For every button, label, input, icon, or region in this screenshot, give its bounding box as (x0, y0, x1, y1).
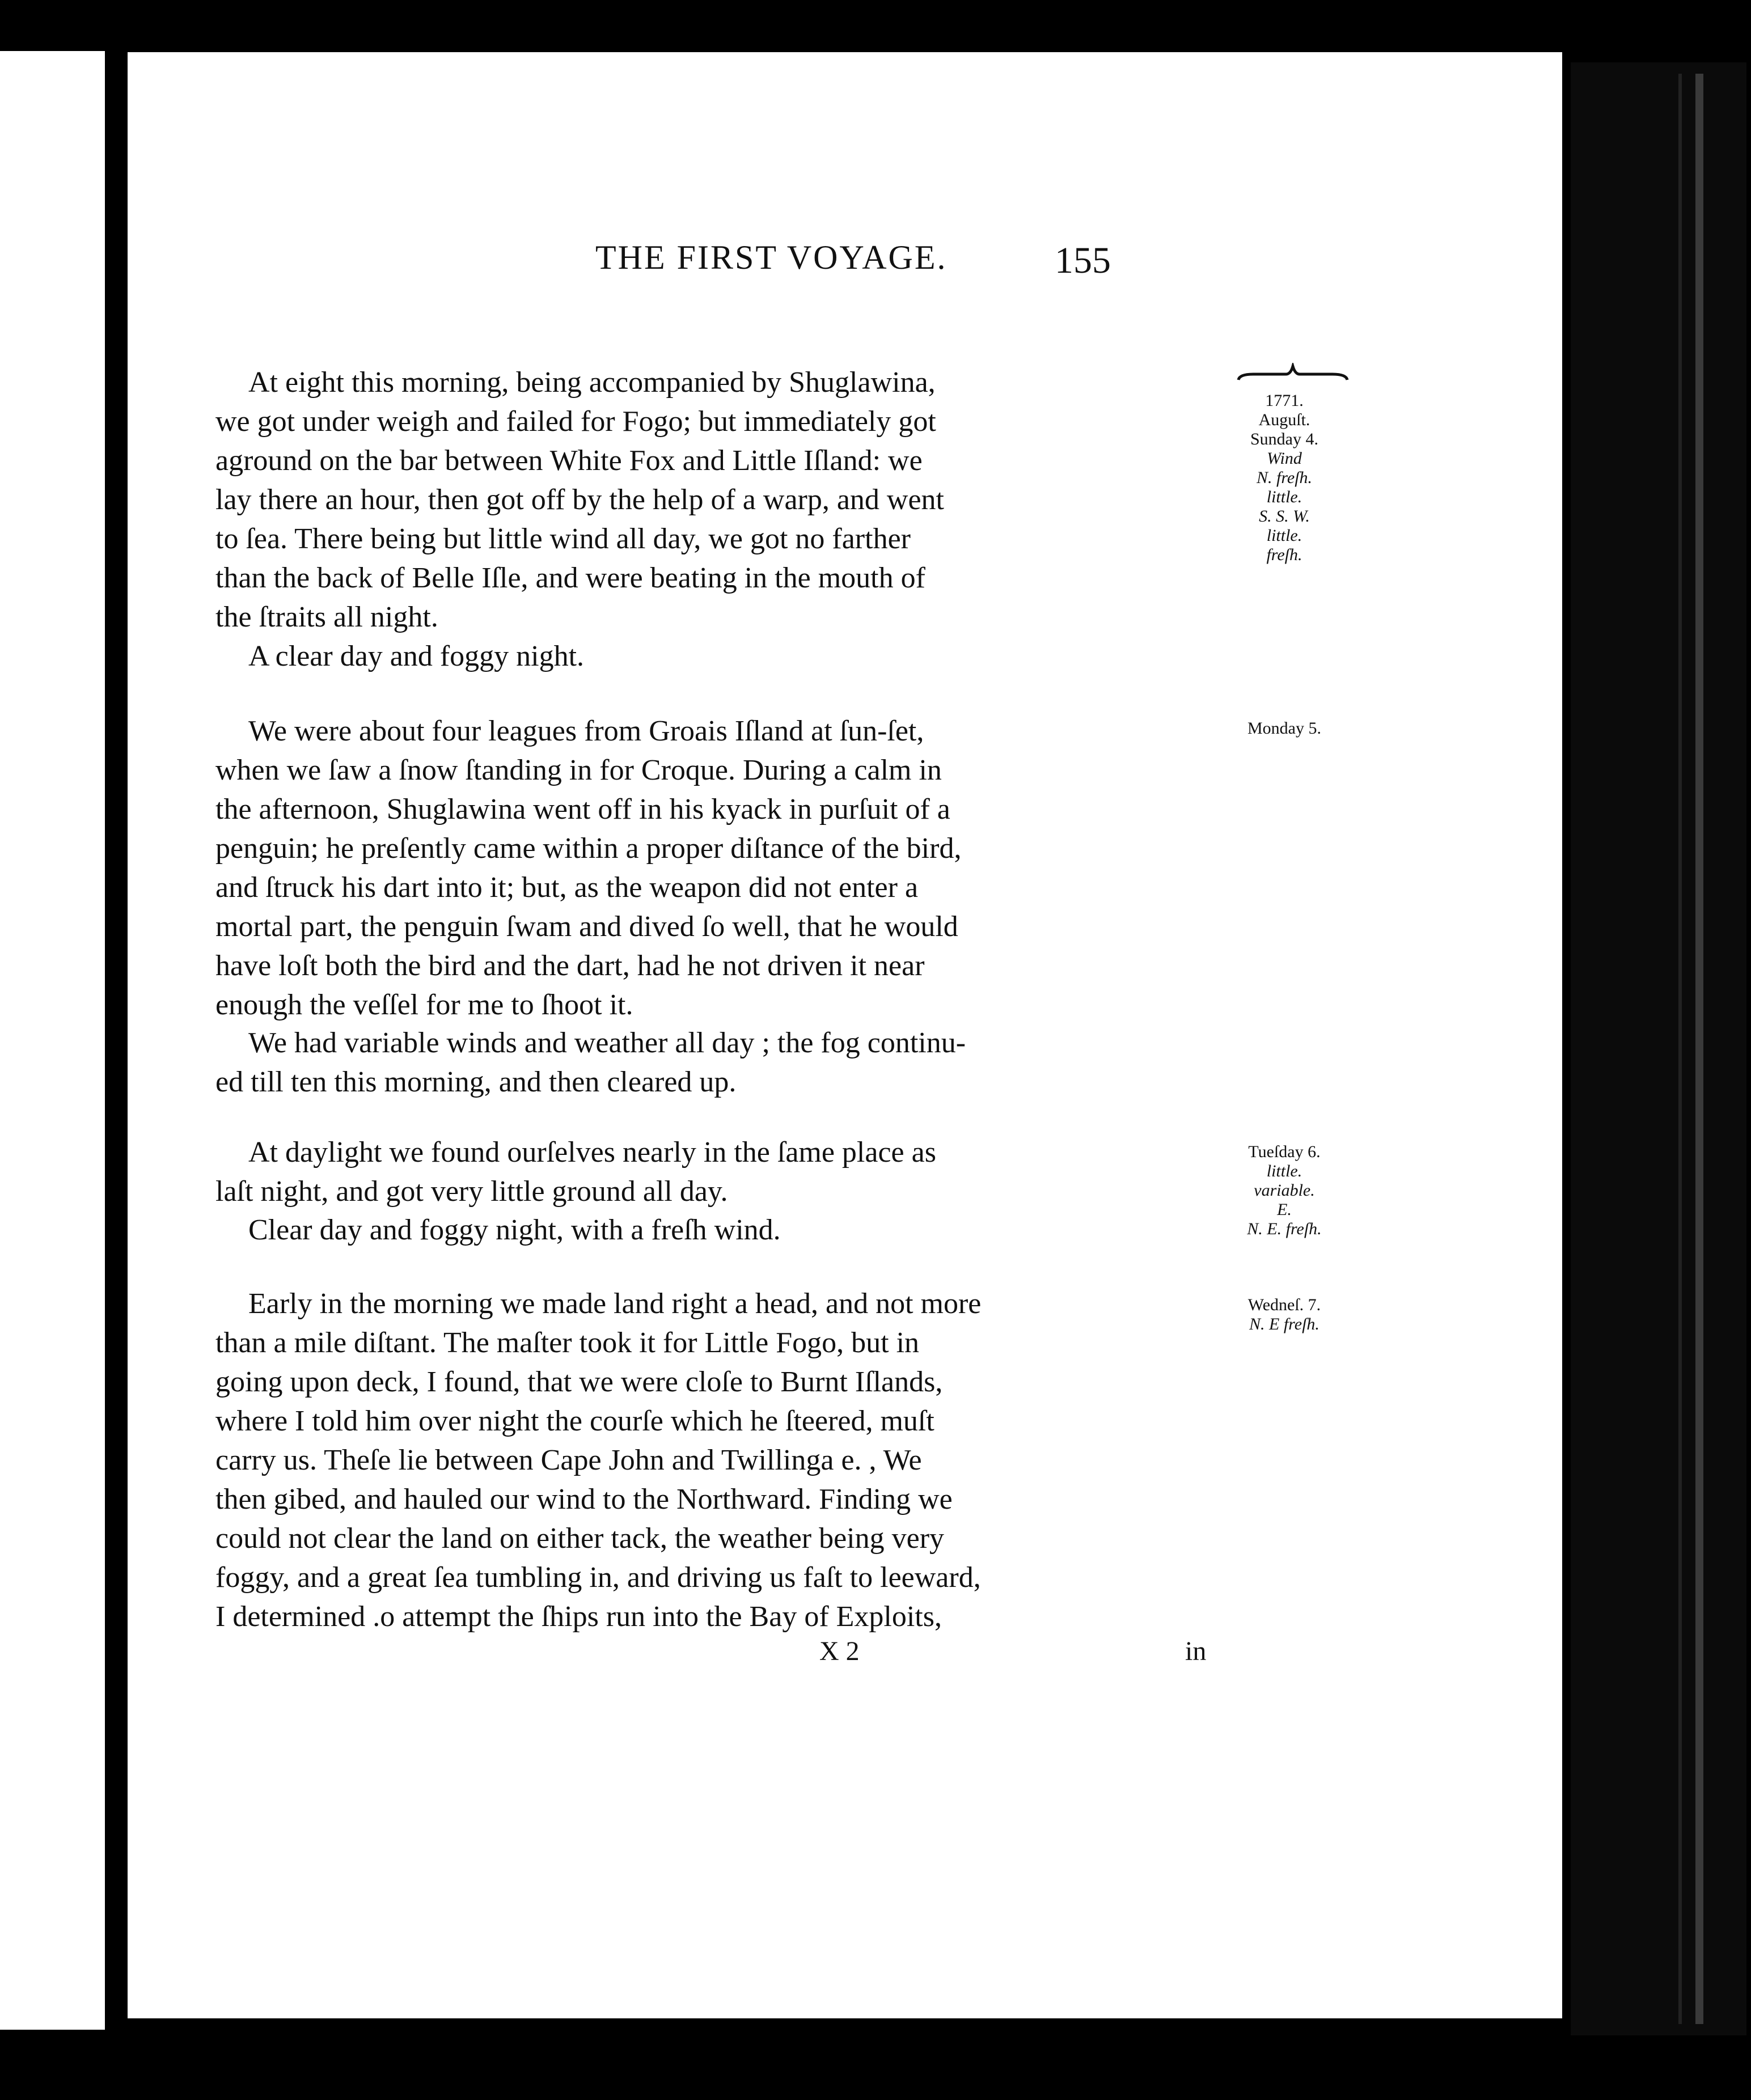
margin-day: Sunday 4. (1250, 430, 1318, 448)
paragraph-7 (215, 1284, 1213, 1636)
running-head: THE FIRST VOYAGE. (595, 239, 948, 276)
text-line: Early in the morning we made land right a head, and not more (248, 1288, 982, 1320)
text-line: and ſtruck his dart into it; but, as the weapon did not enter a (215, 871, 919, 904)
text-line: then gibed, and hauled our wind to the Northward. Finding we (215, 1483, 953, 1515)
margin-month: Auguſt. (1258, 410, 1310, 429)
book-spine-edge (1571, 62, 1746, 2035)
facing-page-edge (0, 51, 105, 2030)
text-line: laſt night, and got very little ground all day. (215, 1175, 728, 1208)
margin-wind: little. (1266, 526, 1302, 545)
margin-wind: freſh. (1266, 545, 1302, 564)
paragraph-1 (215, 363, 1213, 637)
text-line: carry us. Theſe lie between Cape John and Twillinga e. , We (215, 1444, 922, 1476)
text-line: foggy, and a great ſea tumbling in, and driving us faſt to leeward, (215, 1561, 981, 1594)
margin-wind: little. (1266, 1162, 1302, 1180)
paragraph-4 (215, 1023, 1213, 1102)
margin-wind: little. (1266, 488, 1302, 506)
text-line: lay there an hour, then got off by the help of a warp, and went (215, 484, 944, 516)
margin-wind: N. E freſh. (1249, 1315, 1319, 1333)
margin-day: Monday 5. (1247, 719, 1321, 738)
brace-icon (1236, 363, 1350, 386)
margin-day: Wedneſ. 7. (1247, 1295, 1321, 1314)
margin-note-wednesday (1213, 1295, 1355, 1334)
text-line: penguin; he preſently came within a proper diſtance of the bird, (215, 832, 962, 865)
text-line: ed till ten this morning, and then cleared up. (215, 1066, 737, 1098)
paragraph-2 (215, 637, 1213, 676)
margin-note-monday (1213, 719, 1355, 738)
text-line: Clear day and foggy night, with a freſh wind. (248, 1214, 781, 1246)
text-line: than the back of Belle Iſle, and were beating in the mouth of (215, 562, 925, 594)
spine-line-outer (1695, 74, 1703, 2024)
text-line: aground on the bar between White Fox and Little Iſland: we (215, 444, 923, 477)
text-line: A clear day and foggy night. (248, 640, 585, 672)
page-gutter (105, 45, 128, 2041)
text-line: have loſt both the bird and the dart, had he not driven it near (215, 950, 925, 982)
text-line: At eight this morning, being accompanied by Shuglawina, (248, 366, 936, 399)
margin-wind: S. S. W. (1259, 507, 1310, 526)
spine-line-inner (1678, 74, 1682, 2024)
margin-note-tuesday (1213, 1142, 1355, 1239)
text-line: At daylight we found ourſelves nearly in the ſame place as (248, 1136, 936, 1168)
text-line: than a mile diſtant. The maſter took it for Little Fogo, but in (215, 1327, 920, 1359)
margin-wind: N. freſh. (1256, 468, 1313, 487)
margin-year: 1771. (1265, 391, 1304, 410)
text-line: I determined .o attempt the ſhips run into the Bay of Exploits, (215, 1601, 942, 1633)
paragraph-6 (215, 1210, 1213, 1250)
text-line: could not clear the land on either tack, the weather being very (215, 1522, 945, 1555)
catchword: in (1185, 1636, 1207, 1666)
text-line: the ſtraits all night. (215, 601, 438, 633)
margin-wind: E. (1277, 1200, 1292, 1219)
text-line: when we ſaw a ſnow ſtanding in for Croque. During a calm in (215, 754, 942, 786)
text-line: to ſea. There being but little wind all day, we got no farther (215, 523, 911, 555)
page-header (465, 238, 1316, 295)
margin-wind: N. E. freſh. (1247, 1220, 1322, 1238)
margin-note-sunday (1213, 391, 1355, 565)
text-line: We had variable winds and weather all day ; the fog continu- (248, 1027, 966, 1059)
text-line: we got under weigh and failed for Fogo; but immediately got (215, 405, 936, 438)
signature-mark: X 2 (819, 1636, 860, 1666)
text-line: enough the veſſel for me to ſhoot it. (215, 989, 633, 1021)
text-line: where I told him over night the courſe which he ſteered, muſt (215, 1405, 934, 1437)
text-line: going upon deck, I found, that we were cloſe to Burnt Iſlands, (215, 1366, 943, 1398)
margin-wind: variable. (1254, 1181, 1315, 1200)
text-line: the afternoon, Shuglawina went off in his kyack in purſuit of a (215, 793, 950, 825)
text-line: mortal part, the penguin ſwam and dived ſo well, that he would (215, 911, 958, 943)
text-line: We were about four leagues from Groais Iſland at ſun-ſet, (248, 715, 924, 747)
margin-wind-label: Wind (1267, 449, 1302, 468)
margin-day: Tueſday 6. (1248, 1142, 1321, 1161)
page-number: 155 (1055, 240, 1111, 281)
paragraph-5 (215, 1133, 1213, 1211)
paragraph-3 (215, 712, 1213, 1024)
